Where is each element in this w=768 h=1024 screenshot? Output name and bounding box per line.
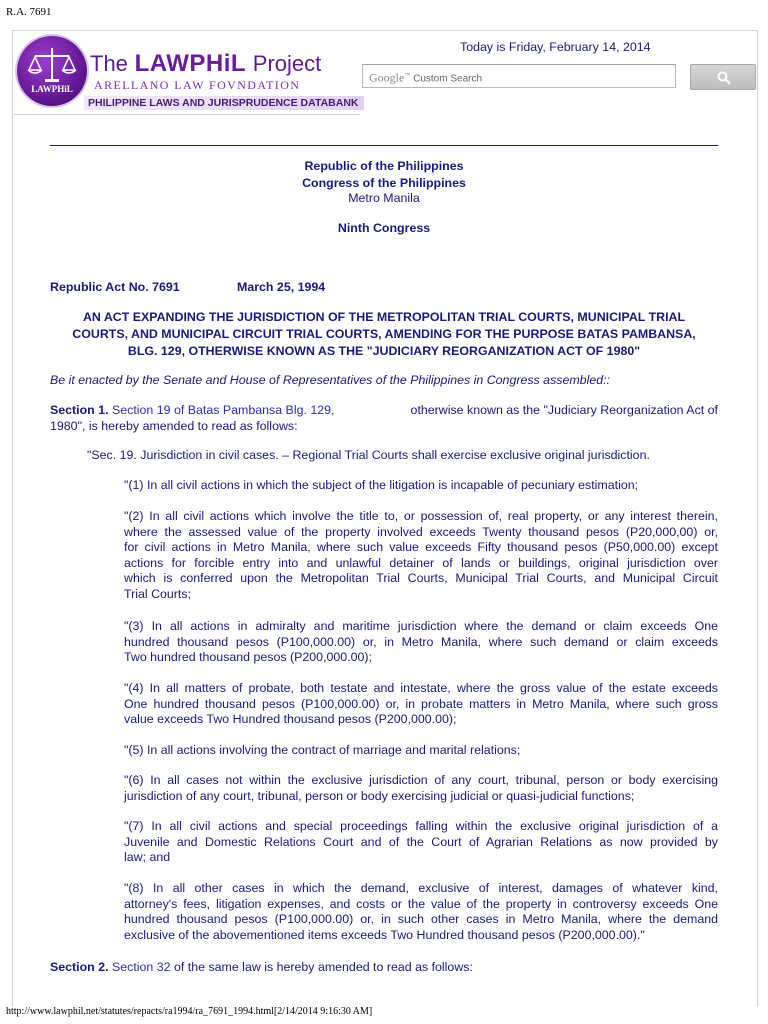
header-rule <box>50 145 718 146</box>
logo-emblem-text: LAWPHiL <box>31 84 73 94</box>
clause-line: Trial Courts; <box>124 587 192 601</box>
act-date: March 25, 1994 <box>237 280 326 294</box>
logo-title-project: Project <box>252 51 322 76</box>
site-logo[interactable] <box>14 32 360 114</box>
search-brand: Google <box>369 70 405 85</box>
location-heading: Metro Manila <box>348 191 420 205</box>
session-heading: Ninth Congress <box>337 221 431 235</box>
clause-line: "(5) In all actions involving the contract of marriage and marital relations; <box>124 743 521 757</box>
section-2-line <box>50 960 473 974</box>
print-footer-url: http://www.lawphil.net/statutes/repacts/ra1994/ra_7691_1994.html[2/14/2014 9:16:30 AM] <box>6 1006 373 1017</box>
sec-19-intro: "Sec. 19. Jurisdiction in civil cases. – Regional Trial Courts shall exercise exclusive original jurisdiction. <box>87 448 650 462</box>
act-number: Republic Act No. 7691 <box>50 280 180 294</box>
section-19-link[interactable]: Section 19 of Batas Pambansa Blg. 129, <box>111 403 335 417</box>
clause-line: "(4) In all matters of probate, both testate and intestate, where the gross value of the estate exceeds <box>124 681 718 695</box>
clause-line: "(1) In all civil actions in which the subject of the litigation is incapable of pecuniary estimation; <box>124 478 639 492</box>
clause-line: "(6) In all cases not within the exclusive jurisdiction of any court, tribunal, person or body exercising <box>124 773 718 787</box>
logo-title-brand: LAWPHiL <box>134 50 247 77</box>
clause-line: which is conferred upon the Metropolitan Trial Courts, Municipal Trial Courts, and Municipal Circuit <box>124 571 718 586</box>
enacting-clause: Be it enacted by the Senate and House of Representatives of the Philippines in Congress assembled:: <box>50 373 610 387</box>
current-date: Today is Friday, February 14, 2014 <box>460 40 651 54</box>
clause-line: "(3) In all actions in admiralty and maritime jurisdiction where the demand or claim exceeds One <box>124 619 718 633</box>
clause-line: Two hundred thousand pesos (P200,000.00); <box>124 650 372 665</box>
logo-title-the: The <box>90 51 128 76</box>
act-title-line: COURTS, AND MUNICIPAL CIRCUIT TRIAL COURTS, AMENDING FOR THE PURPOSE BATAS PAMBANSA, <box>72 327 696 341</box>
clause-line: jurisdiction of any court, tribunal, person or body exercising judicial or quasi-judicial functions; <box>124 788 635 803</box>
clause-line: law; and <box>124 850 171 865</box>
clause-line: exclusive of the abovementioned items exceeds Two Hundred thousand pesos (P200,000.00)." <box>124 927 645 942</box>
section-1-line <box>50 403 718 417</box>
clause-line: value exceeds Two Hundred thousand pesos (P200,000.00); <box>124 712 457 727</box>
search-icon <box>717 71 731 85</box>
section-1-text: otherwise known as the "Judiciary Reorganization Act of <box>410 403 718 417</box>
search-button[interactable] <box>690 64 756 90</box>
clause-line: where the assessed value of the property involved exceeds Twenty thousand pesos (P20,000,00) or, <box>124 524 718 539</box>
clause-line: Juvenile and Domestic Relations Court and of the Court of Agrarian Relations as now provided by <box>124 834 718 849</box>
logo-tagline: PHILIPPINE LAWS AND JURISPRUDENCE DATABANK <box>84 96 364 110</box>
republic-heading: Republic of the Philippines <box>304 159 464 173</box>
clause-line: hundred thousand pesos (P100,000.00) or, in Metro Manila, where such demand or claim exceeds <box>124 634 718 649</box>
search-input[interactable]: Google™ Custom Search <box>362 64 676 88</box>
congress-heading: Congress of the Philippines <box>302 176 466 190</box>
clause-line: "(2) In all civil actions which involve the title to, or possession of, real property, or any interest therein, <box>124 509 718 523</box>
section-2-label: Section 2. <box>50 960 109 974</box>
logo-subtitle: ARELLANO LAW FOVNDATION <box>94 78 301 92</box>
act-title-line: AN ACT EXPANDING THE JURISDICTION OF THE METROPOLITAN TRIAL COURTS, MUNICIPAL TRIAL <box>82 310 686 324</box>
logo-title <box>90 50 321 78</box>
clause-line: actions for forcible entry into and unlawful detainer of lands or buildings, original jurisdiction over <box>124 555 718 570</box>
section-32-link[interactable]: Section 32 <box>111 960 171 974</box>
section-2-text: of the same law is hereby amended to read as follows: <box>174 960 473 974</box>
section-1-text-cont: 1980", is hereby amended to read as follows: <box>50 419 298 433</box>
section-1-label: Section 1. <box>50 403 109 417</box>
clause-line: "(7) In all civil actions and special proceedings falling within the exclusive original jurisdiction of a <box>124 819 718 833</box>
clause-line: attorney's fees, litigation expenses, and costs or the value of the property in controversy exceeds One <box>124 896 718 911</box>
print-header-title: R.A. 7691 <box>6 6 52 18</box>
clause-line: for civil actions in Metro Manila, where such value exceeds Fifty thousand pesos (P50,000.00) except <box>124 540 718 555</box>
search-placeholder: Custom Search <box>413 73 483 85</box>
logo-emblem <box>17 36 87 106</box>
act-title-line: BLG. 129, OTHERWISE KNOWN AS THE "JUDICIARY REORGANIZATION ACT OF 1980" <box>127 344 641 358</box>
clause-line: One hundred thousand pesos (P100,000.00) or, in probate matters in Metro Manila, where such gross <box>124 696 718 711</box>
clause-line: "(8) In all other cases in which the demand, exclusive of interest, damages of whatever kind, <box>124 881 718 895</box>
scales-of-justice-icon <box>17 36 87 106</box>
logo-divider <box>14 114 360 115</box>
clause-line: hundred thousand pesos (P100,000.00) or, in such other cases in Metro Manila, where the demand <box>124 912 718 927</box>
